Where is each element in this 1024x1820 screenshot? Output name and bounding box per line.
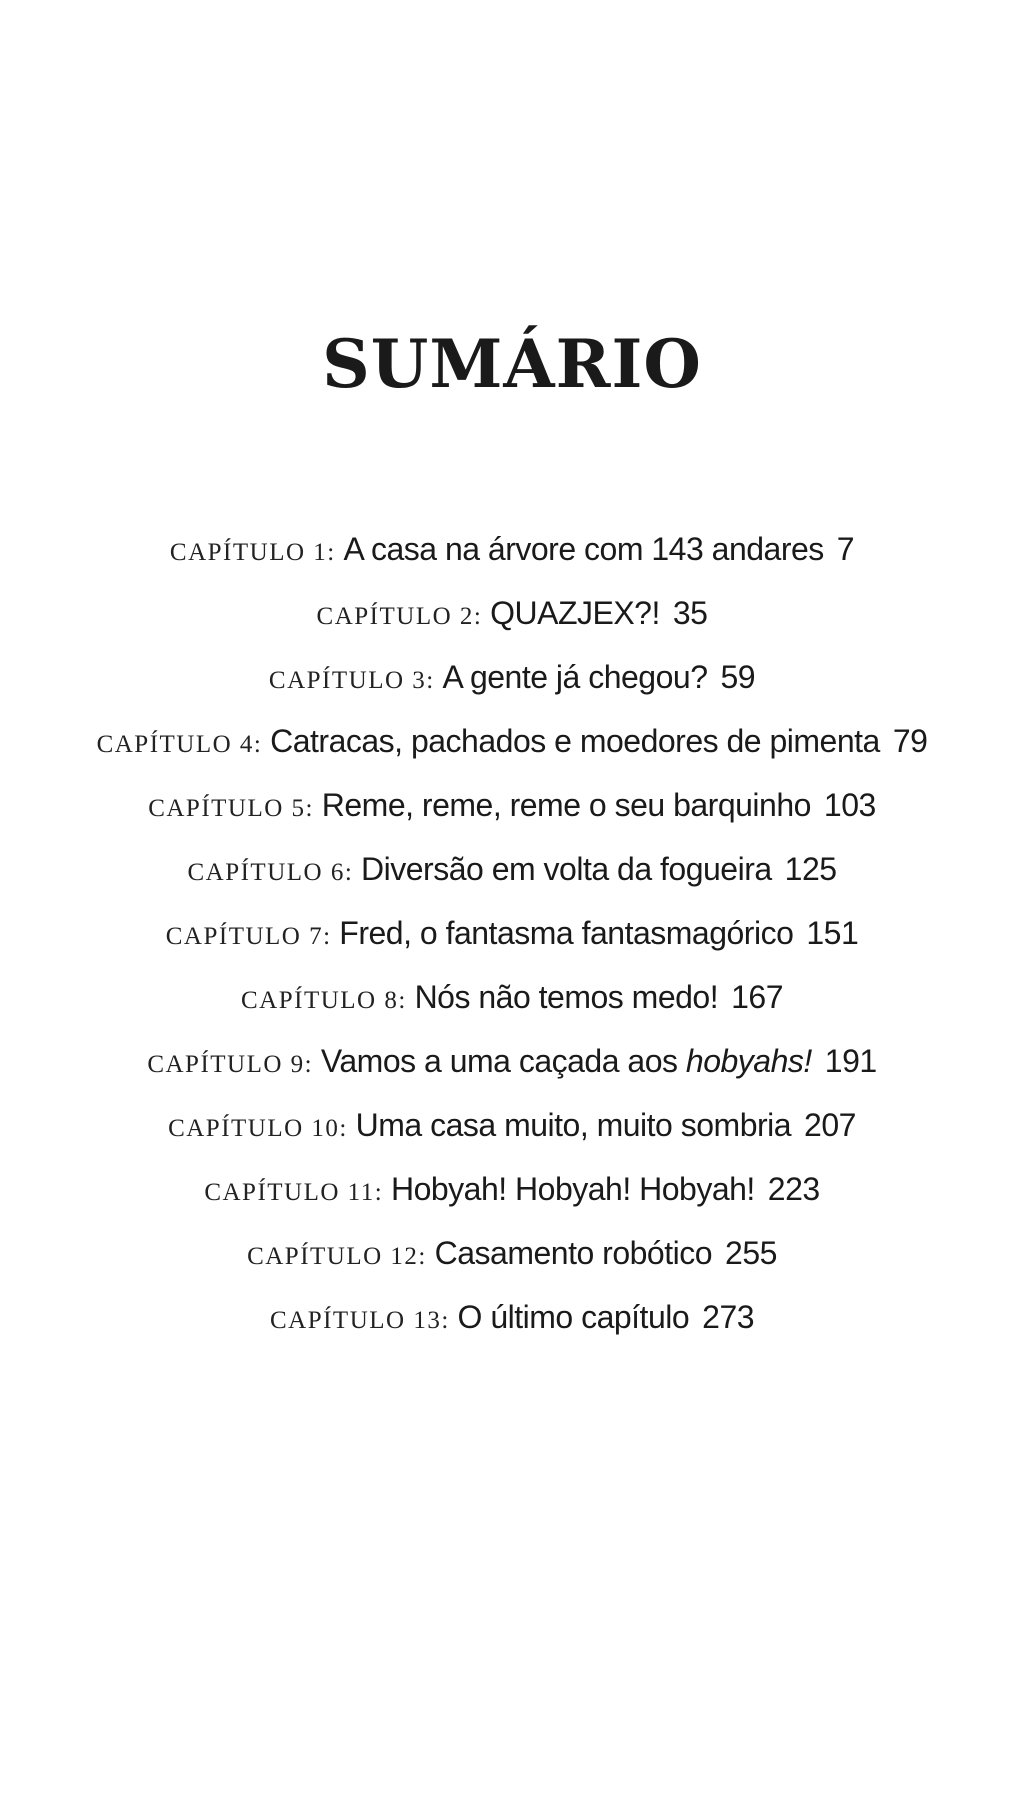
chapter-label: CAPÍTULO 11:: [204, 1179, 391, 1207]
chapter-title: Hobyah! Hobyah! Hobyah!: [390, 1171, 755, 1208]
toc-entry: [0, 837, 1024, 901]
page-title: SUMÁRIO: [322, 325, 702, 403]
chapter-label: CAPÍTULO 3:: [268, 667, 443, 695]
chapter-page: 59: [720, 659, 756, 696]
chapter-label: CAPÍTULO 6:: [187, 859, 362, 887]
chapter-label: CAPÍTULO 5:: [148, 795, 322, 823]
chapter-page: 223: [767, 1171, 820, 1208]
toc-entry: [0, 1093, 1024, 1157]
toc-entry: [0, 709, 1024, 773]
chapter-page: 103: [823, 787, 876, 824]
chapter-page: 35: [672, 595, 708, 632]
chapter-page: 255: [725, 1235, 777, 1272]
chapter-page: 151: [806, 915, 859, 952]
chapter-page: 207: [804, 1107, 856, 1144]
chapter-label: CAPÍTULO 9:: [147, 1051, 321, 1079]
chapter-page: 79: [892, 723, 928, 760]
chapter-title: Reme, reme, reme o seu barquinho: [321, 787, 811, 824]
toc-entry: [0, 581, 1024, 645]
toc-entry: [0, 517, 1024, 581]
chapter-title: Diversão em volta da fogueira: [361, 851, 772, 888]
chapter-label: CAPÍTULO 2:: [316, 603, 491, 631]
chapter-title: Casamento robótico: [434, 1235, 713, 1272]
chapter-page: 191: [824, 1043, 877, 1080]
chapter-label: CAPÍTULO 7:: [165, 923, 340, 951]
chapter-label: CAPÍTULO 10:: [168, 1115, 356, 1143]
toc-entry: [0, 1157, 1024, 1221]
toc-entry: [0, 965, 1024, 1029]
toc-entry: [0, 773, 1024, 837]
chapter-label: CAPÍTULO 12:: [247, 1243, 435, 1271]
chapter-title: A casa na árvore com 143 andares: [343, 531, 824, 568]
chapter-page: 7: [836, 531, 855, 568]
table-of-contents: [0, 517, 1024, 1349]
chapter-label: CAPÍTULO 8:: [241, 987, 415, 1015]
chapter-page: 125: [784, 851, 837, 888]
toc-entry: [0, 645, 1024, 709]
chapter-title: A gente já chegou?: [442, 659, 708, 696]
chapter-label: CAPÍTULO 13:: [269, 1307, 458, 1335]
chapter-title: Fred, o fantasma fantasmagórico: [339, 915, 794, 952]
toc-entry: [0, 1029, 1024, 1093]
chapter-page: 273: [702, 1299, 755, 1336]
chapter-title: Nós não temos medo!: [414, 979, 719, 1016]
toc-entry: [0, 1285, 1024, 1349]
chapter-title: Vamos a uma caçada aos hobyahs!: [320, 1043, 812, 1080]
chapter-title: Catracas, pachados e moedores de pimenta: [270, 723, 880, 760]
chapter-title: Uma casa muito, muito sombria: [355, 1107, 792, 1144]
chapter-title: O último capítulo: [457, 1299, 690, 1336]
toc-entry: [0, 901, 1024, 965]
chapter-page: 167: [731, 979, 783, 1016]
toc-entry: [0, 1221, 1024, 1285]
chapter-label: CAPÍTULO 4:: [96, 731, 271, 759]
chapter-label: CAPÍTULO 1:: [169, 539, 344, 567]
chapter-title: QUAZJEX?!: [490, 595, 660, 632]
